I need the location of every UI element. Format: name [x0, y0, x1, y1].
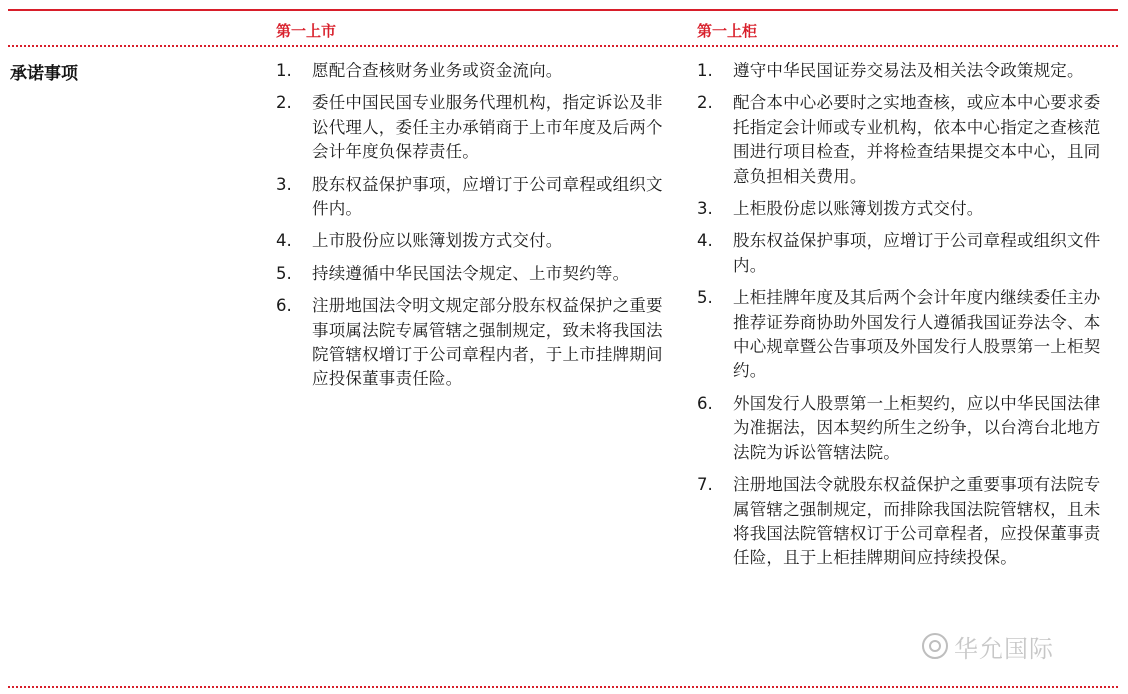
- column-header-first-listing: 第一上市: [276, 22, 337, 40]
- item-text: 愿配合查核财务业务或资金流向。: [312, 61, 563, 80]
- item-number: 7.: [697, 475, 713, 495]
- item-text: 外国发行人股票第一上柜契约，应以中华民国法律为准据法，因本契约所生之纷争，以台湾台北地方法院为诉讼管辖法院。: [733, 393, 1101, 462]
- item-number: 4.: [276, 231, 292, 251]
- list-item: [276, 229, 678, 253]
- item-number: 2.: [276, 93, 292, 113]
- item-text: 股东权益保护事项，应增订于公司章程或组织文件内。: [312, 174, 663, 219]
- list-item: [697, 91, 1107, 189]
- item-text: 股东权益保护事项，应增订于公司章程或组织文件内。: [733, 231, 1101, 275]
- item-text: 注册地国法令就股东权益保护之重要事项有法院专属管辖之强制规定，而排除我国法院管辖权，且未将我国法院管辖权订于公司章程者，应投保董事责任险，且于上柜挂牌期间应持续投保。: [733, 475, 1101, 568]
- bottom-divider: [8, 686, 1118, 688]
- first-listing-list: [276, 59, 678, 400]
- item-number: 1.: [697, 61, 713, 80]
- item-text: 持续遵循中华民国法令规定、上市契约等。: [312, 263, 630, 283]
- first-otc-list: [697, 59, 1107, 579]
- list-item: [697, 392, 1107, 465]
- item-number: 5.: [276, 263, 292, 283]
- top-rule: [8, 9, 1118, 11]
- item-number: 4.: [697, 231, 713, 251]
- item-number: 1.: [276, 61, 292, 80]
- item-text: 委任中国民国专业服务代理机构，指定诉讼及非讼代理人，委任主办承销商于上市年度及后两个会计年度负保荐责任。: [312, 93, 663, 162]
- list-item: [276, 173, 678, 222]
- item-number: 3.: [697, 199, 713, 219]
- table-header: [0, 14, 1128, 44]
- list-item: [697, 229, 1107, 278]
- item-number: 6.: [697, 393, 713, 413]
- list-item: [276, 91, 678, 164]
- list-item: [697, 197, 1107, 221]
- header-divider: [8, 45, 1118, 47]
- row-label: 承诺事项: [10, 64, 78, 84]
- list-item: [276, 59, 678, 83]
- item-number: 6.: [276, 296, 292, 316]
- watermark-text: 华允国际: [954, 634, 1054, 663]
- column-header-first-otc: 第一上柜: [697, 22, 758, 40]
- item-text: 上柜挂牌年度及其后两个会计年度内继续委任主办推荐证券商协助外国发行人遵循我国证券法令、本中心规章暨公告事项及外国发行人股票第一上柜契约。: [733, 288, 1101, 381]
- list-item: [697, 59, 1107, 83]
- list-item: [697, 286, 1107, 384]
- item-text: 遵守中华民国证券交易法及相关法令政策规定。: [733, 61, 1084, 80]
- list-item: [276, 294, 678, 392]
- list-item: [276, 262, 678, 286]
- watermark: [922, 628, 1102, 664]
- item-number: 5.: [697, 288, 713, 308]
- item-text: 配合本中心必要时之实地查核，或应本中心要求委托指定会计师或专业机构，依本中心指定之查核范围进行项目检查，并将检查结果提交本中心，且同意负担相关费用。: [733, 93, 1101, 186]
- item-text: 注册地国法令明文规定部分股东权益保护之重要事项属法院专属管辖之强制规定，致未将我国法院管辖权增订于公司章程内者，于上市挂牌期间应投保董事责任险。: [312, 296, 663, 389]
- item-number: 2.: [697, 93, 713, 113]
- wechat-logo-icon: [922, 633, 948, 659]
- item-text: 上柜股份虑以账簿划拨方式交付。: [733, 199, 984, 219]
- item-text: 上市股份应以账簿划拨方式交付。: [312, 231, 563, 251]
- item-number: 3.: [276, 174, 292, 194]
- list-item: [697, 473, 1107, 571]
